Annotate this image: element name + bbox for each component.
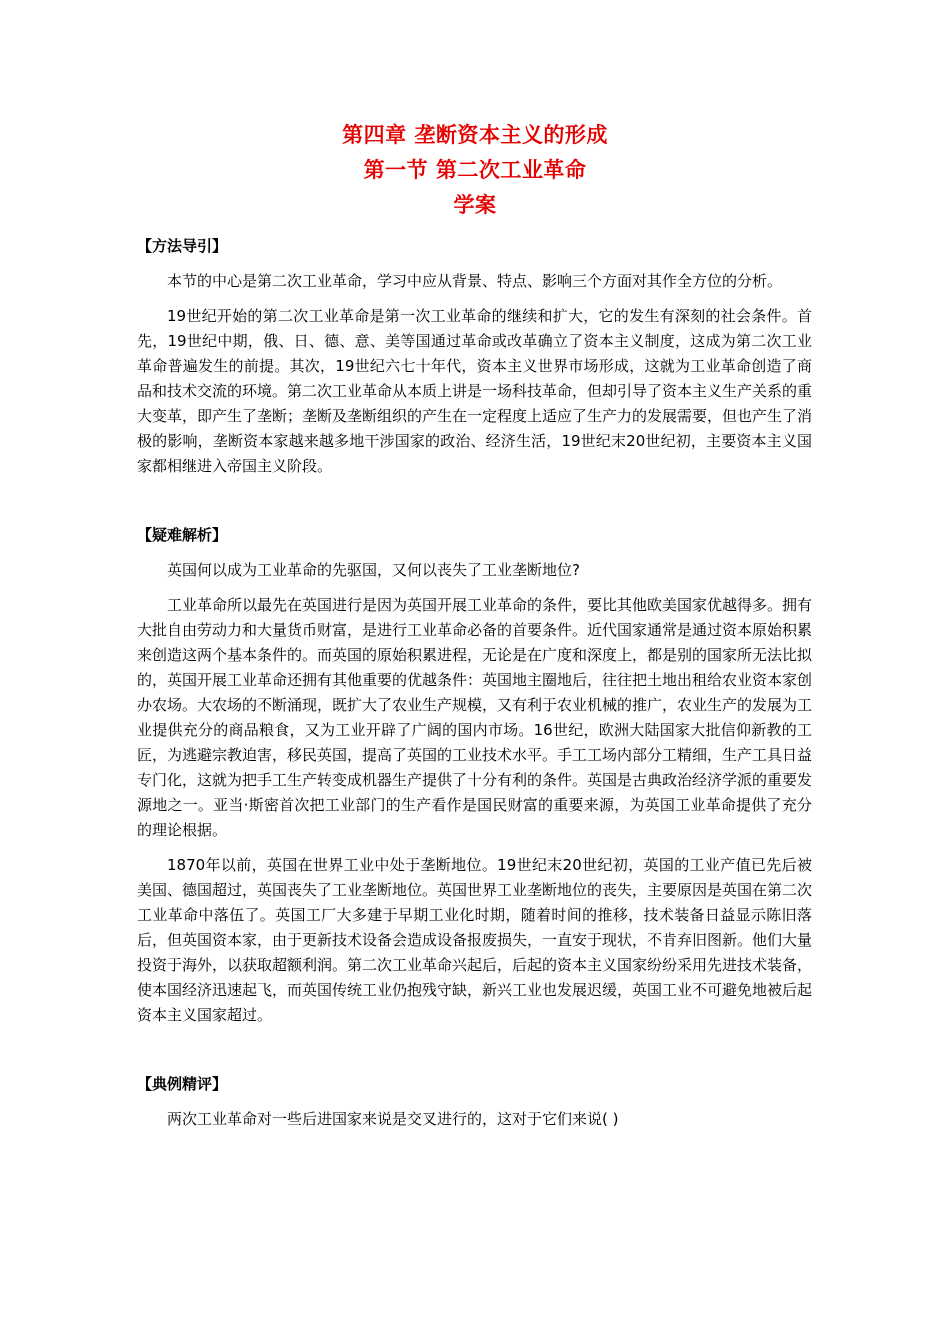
- analysis-paragraph-1: 工业革命所以最先在英国进行是因为英国开展工业革命的条件，要比其他欧美国家优越得多。拥有大批自由劳动力和大量货币财富，是进行工业革命必备的首要条件。近代国家通常是通过资本原始积累来创造这两个基本条件的。而英国的原始积累进程，无论是在广度和深度上，都是别的国家所无法比拟的，英国开展工业革命还拥有其他重要的优越条件：英国地主圈地后，往往把土地出租给农业资本家创办农场。大农场的不断涌现，既扩大了农业生产规模，又有利于农业机械的推广，农业生产的发展为工业提供充分的商品粮食，又为工业开辟了广阔的国内市场。16世纪，欧洲大陆国家大批信仰新教的工匠，为逃避宗教迫害，移民英国，提高了英国的工业技术水平。手工工场内部分工精细，生产工具日益专门化，这就为把手工生产转变成机器生产提供了十分有利的条件。英国是古典政治经济学派的重要发源地之一。亚当·斯密首次把工业部门的生产看作是国民财富的重要来源，为英国工业革命提供了充分的理论根据。: [137, 596, 813, 839]
- section-title: 第一节 第二次工业革命: [363, 158, 587, 182]
- method-paragraph-2: 19世纪开始的第二次工业革命是第一次工业革命的继续和扩大，它的发生有深刻的社会条件。首先，19世纪中期，俄、日、德、意、美等国通过革命或改革确立了资本主义制度，这成为第二次工业革命普遍发生的前提。其次，19世纪六七十年代，资本主义世界市场形成，这就为工业革命创造了商品和技术交流的环境。第二次工业革命从本质上讲是一场科技革命，但却引导了资本主义生产关系的重大变革，即产生了垄断；垄断及垄断组织的产生在一定程度上适应了生产力的发展需要，但也产生了消极的影响，垄断资本家越来越多地干涉国家的政治、经济生活，19世纪末20世纪初，主要资本主义国家都相继进入帝国主义阶段。: [137, 307, 813, 475]
- title-block: [0, 118, 950, 223]
- chapter-title: 第四章 垄断资本主义的形成: [342, 123, 608, 147]
- analysis-paragraph-2: 1870年以前，英国在世界工业中处于垄断地位。19世纪末20世纪初，英国的工业产值已先后被美国、德国超过，英国丧失了工业垄断地位。英国世界工业垄断地位的丧失，主要原因是英国在第二次工业革命中落伍了。英国工厂大多建于早期工业化时期，随着时间的推移，技术装备日益显示陈旧落后，但英国资本家，由于更新技术设备会造成设备报废损失，一直安于现状，不肯弃旧图新。他们大量投资于海外，以获取超额利润。第二次工业革命兴起后，后起的资本主义国家纷纷采用先进技术装备，使本国经济迅速起飞，而英国传统工业仍抱残守缺，新兴工业也发展迟缓，英国工业不可避免地被后起资本主义国家超过。: [137, 856, 813, 1024]
- method-paragraph-1: 本节的中心是第二次工业革命，学习中应从背景、特点、影响三个方面对其作全方位的分析。: [167, 272, 783, 290]
- section-spacer: [137, 1038, 812, 1072]
- document-type-title: 学案: [453, 193, 497, 217]
- document-body: [137, 234, 812, 1142]
- analysis-heading: 【疑难解析】: [137, 526, 228, 544]
- examples-heading: 【典例精评】: [137, 1075, 228, 1093]
- analysis-question: 英国何以成为工业革命的先驱国，又何以丧失了工业垄断地位?: [167, 561, 580, 579]
- section-spacer: [137, 489, 812, 523]
- example-question: 两次工业革命对一些后进国家来说是交叉进行的，这对于它们来说( ): [167, 1110, 619, 1128]
- method-heading: 【方法导引】: [137, 237, 228, 255]
